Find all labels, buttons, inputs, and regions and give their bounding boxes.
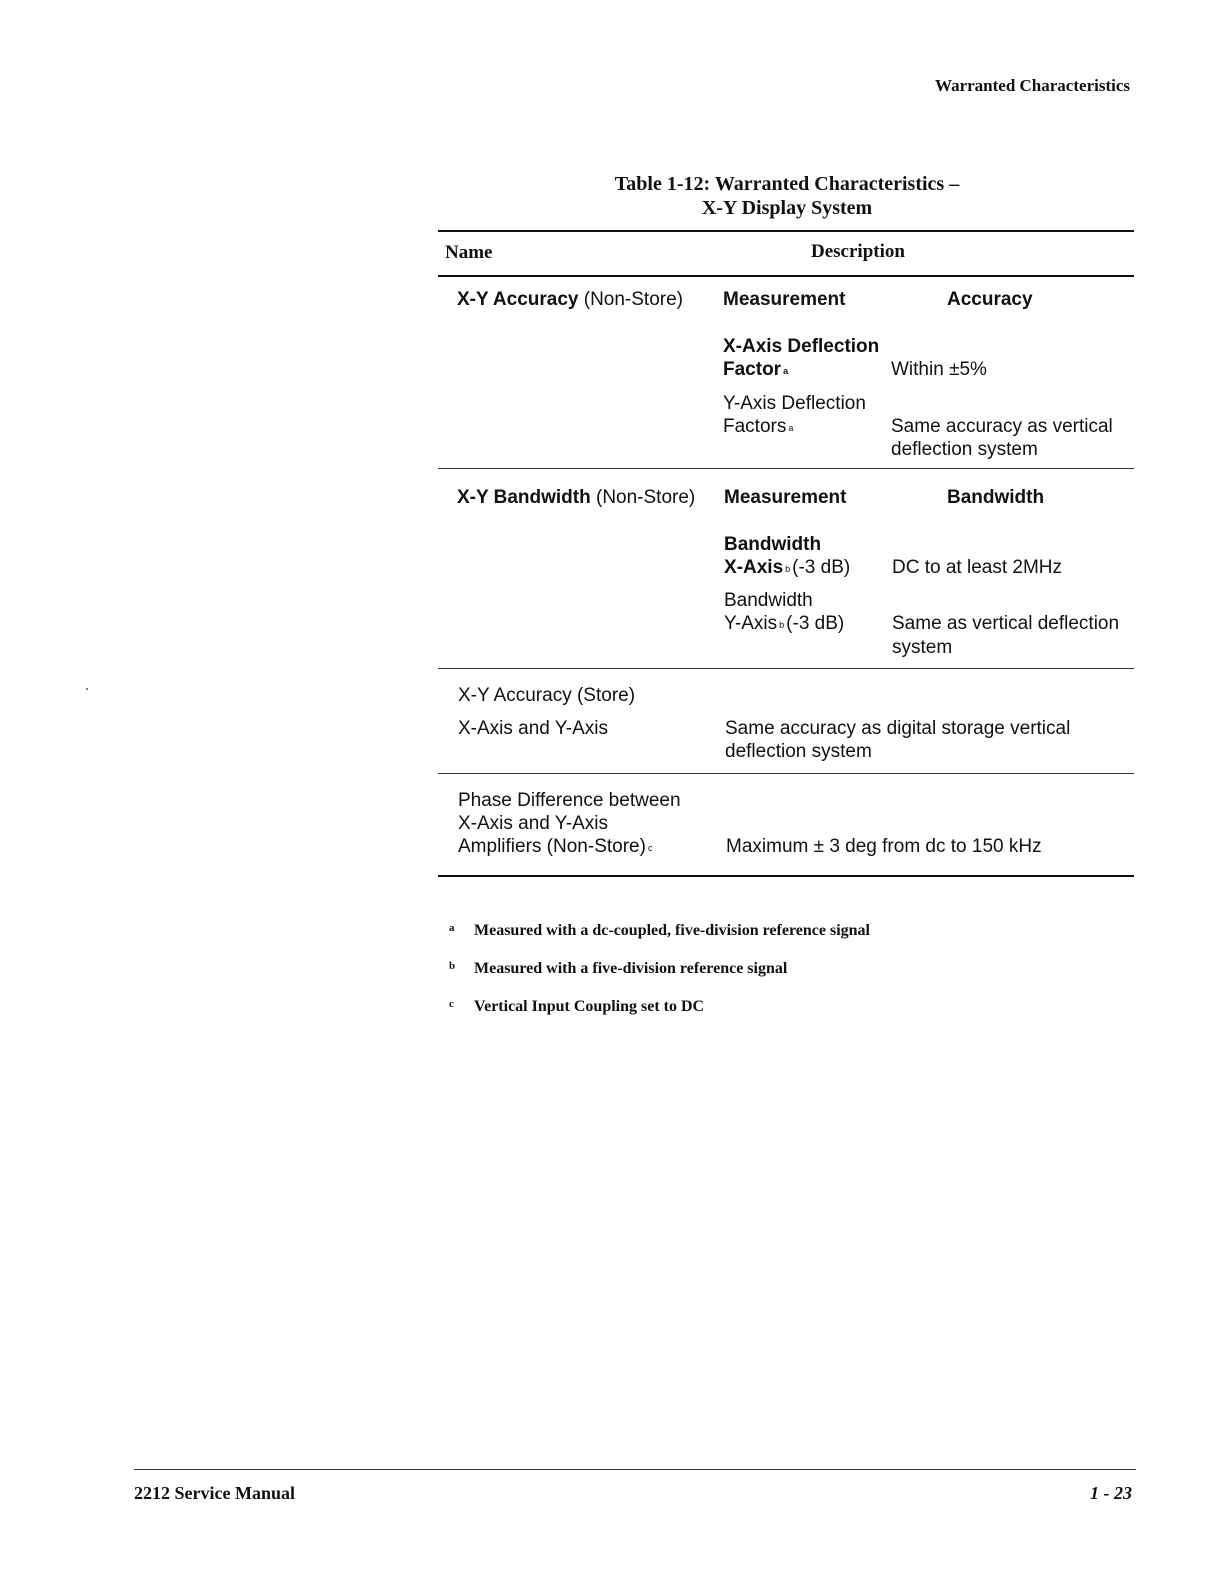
footnote-text: Vertical Input Coupling set to DC (474, 998, 705, 1015)
row1-subheader-measurement: Measurement (723, 289, 846, 310)
footnote-text: Measured with a dc-coupled, five-division reference signal (474, 922, 870, 939)
footer-rule (134, 1469, 1136, 1470)
row4-name-line3: Amplifiers (Non-Store) $^c$ (458, 836, 653, 857)
row1-item2-label-line2: Factors $^a$ (723, 416, 794, 437)
row2-item1-label-line2: X-Axis $^b$ (-3 dB) (724, 557, 851, 578)
row2-subheader-bandwidth: Bandwidth (947, 487, 1045, 508)
table-bottom-rule (438, 875, 1134, 877)
running-header: Warranted Characteristics (935, 76, 1130, 95)
row3-name-line2: X-Axis and Y-Axis (458, 718, 608, 739)
row2-item1-value: DC to at least 2MHz (892, 557, 1062, 578)
row2-item2-label-line2: Y-Axis $^b$ (-3 dB) (724, 613, 845, 634)
row1-subheader-accuracy: Accuracy (947, 289, 1033, 310)
row1-item1-value: Within ±5% (891, 359, 987, 380)
footer-manual-title: 2212 Service Manual (134, 1483, 295, 1503)
footnote-mark: c (449, 998, 454, 1010)
footer-page-number: 1 - 23 (1090, 1483, 1132, 1503)
row2-item2-label: Bandwidth (724, 590, 813, 611)
table-title (440, 172, 1134, 220)
footnote-mark: a (449, 922, 455, 934)
row1-name: X-Y Accuracy (Non-Store) (457, 289, 683, 310)
table-title-line1: Table 1-12: Warranted Characteristics – (614, 173, 960, 195)
row4-value: Maximum ± 3 deg from dc to 150 kHz (726, 836, 1042, 857)
row3-value: Same accuracy as digital storage vertical (725, 718, 1071, 739)
scan-speck (86, 688, 88, 690)
table-title-line2: X-Y Display System (701, 197, 873, 219)
row1-item2-value: Same accuracy as vertical (891, 416, 1113, 437)
row2-name: X-Y Bandwidth (Non-Store) (457, 487, 696, 508)
row1-item1-label: X-Axis Deflection (723, 336, 880, 357)
row3-value-line2: deflection system (725, 741, 872, 762)
column-header-name: Name (445, 242, 493, 263)
row3-rule (438, 773, 1134, 774)
row2-item1-label: Bandwidth (724, 534, 822, 555)
row2-item2-value-line2: system (892, 637, 953, 658)
row4-name-line2: X-Axis and Y-Axis (458, 813, 608, 834)
row3-name: X-Y Accuracy (Store) (458, 685, 636, 706)
row1-rule (438, 468, 1134, 469)
row1-item2-label: Y-Axis Deflection (723, 393, 866, 414)
row1-item2-value-line2: deflection system (891, 439, 1038, 460)
footnote-text: Measured with a five-division reference signal (474, 960, 788, 977)
footnote-mark: b (449, 960, 456, 972)
row2-subheader-measurement: Measurement (724, 487, 847, 508)
row1-item1-label-line2: Factor $^a$ (723, 359, 789, 380)
column-header-description: Description (811, 241, 905, 262)
row4-name: Phase Difference between (458, 790, 681, 811)
table-header-rule (438, 275, 1134, 277)
row2-rule (438, 668, 1134, 669)
table-top-rule (438, 230, 1134, 232)
row2-item2-value: Same as vertical deflection (892, 613, 1120, 634)
